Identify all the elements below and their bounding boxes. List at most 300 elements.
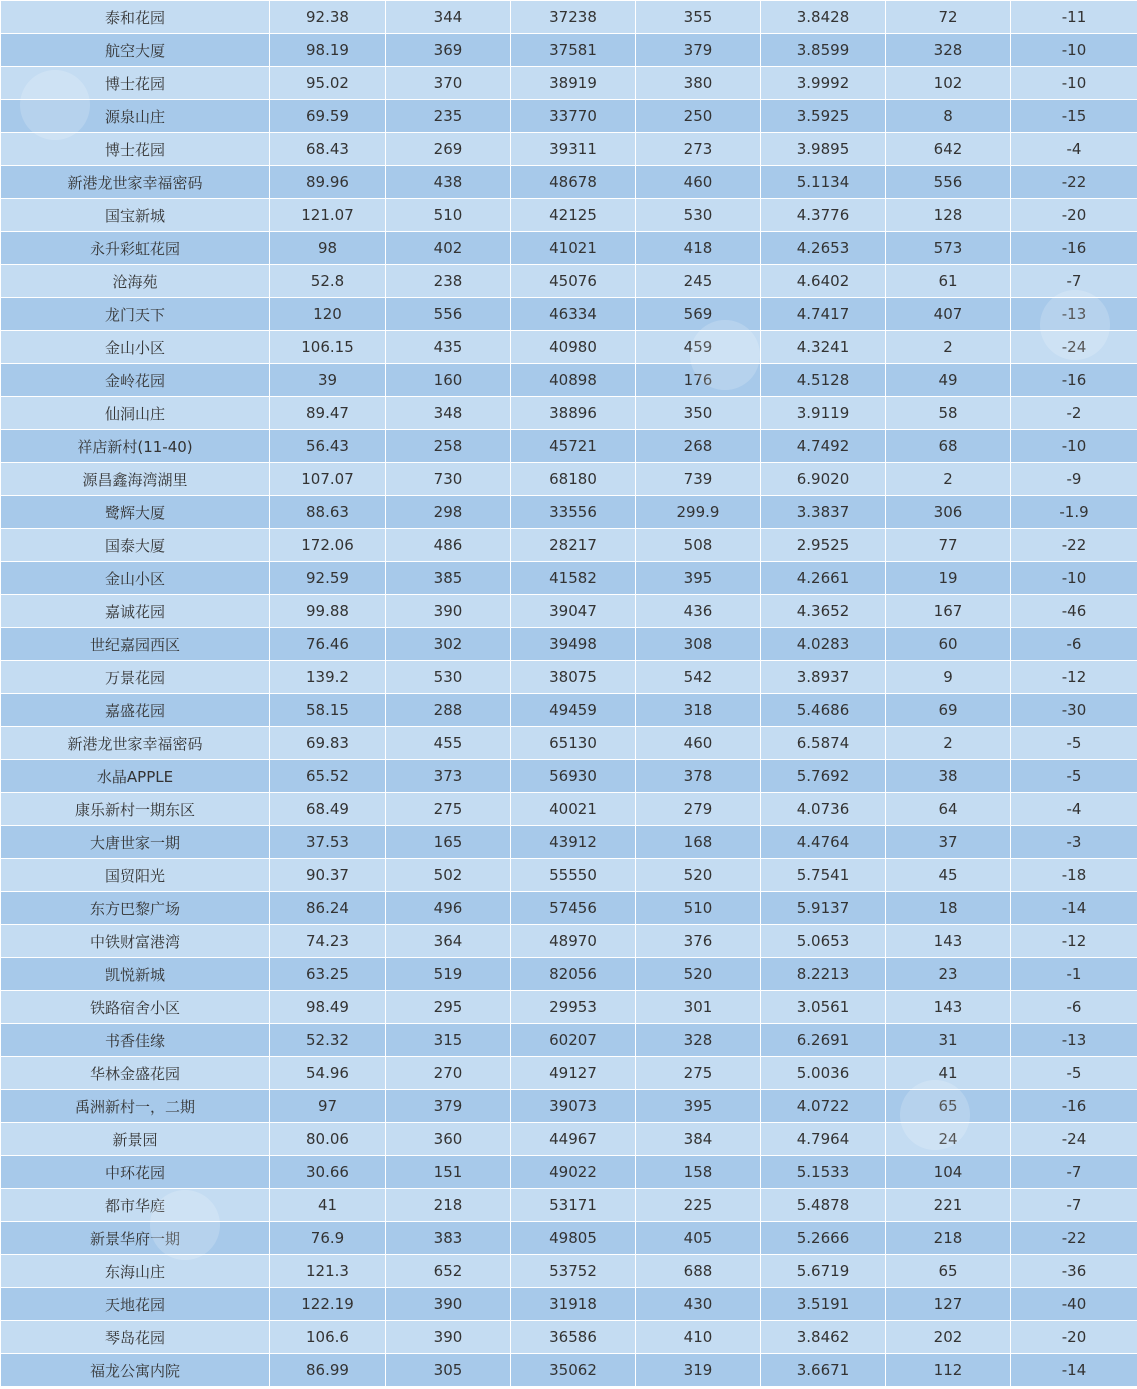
cell-change: -10 [1011,562,1137,595]
cell-area: 39 [270,364,386,397]
cell-area: 106.15 [270,331,386,364]
cell-change: -12 [1011,925,1137,958]
cell-views: 41 [886,1057,1011,1090]
cell-name: 中环花园 [1,1156,270,1189]
cell-total: 235 [386,100,511,133]
cell-name: 嘉诚花园 [1,595,270,628]
table-row [1,1090,1137,1123]
cell-unit-price: 44967 [511,1123,636,1156]
cell-name: 博士花园 [1,67,270,100]
cell-change: -1.9 [1011,496,1137,529]
cell-change: -18 [1011,859,1137,892]
table-row [1,661,1137,694]
cell-name: 博士花园 [1,133,270,166]
cell-total: 435 [386,331,511,364]
cell-total: 510 [386,199,511,232]
cell-name: 新港龙世家幸福密码 [1,166,270,199]
cell-list-total: 430 [636,1288,761,1321]
cell-area: 76.46 [270,628,386,661]
table-row [1,1321,1137,1354]
table-row [1,430,1137,463]
cell-unit-price: 28217 [511,529,636,562]
cell-area: 69.59 [270,100,386,133]
cell-change: -9 [1011,463,1137,496]
cell-total: 238 [386,265,511,298]
cell-total: 298 [386,496,511,529]
table-row [1,826,1137,859]
cell-list-total: 395 [636,562,761,595]
table-row [1,859,1137,892]
cell-unit-price: 49459 [511,694,636,727]
cell-change: -5 [1011,727,1137,760]
cell-rate: 4.3652 [761,595,886,628]
cell-views: 202 [886,1321,1011,1354]
cell-rate: 5.7541 [761,859,886,892]
cell-rate: 3.9992 [761,67,886,100]
cell-change: -10 [1011,34,1137,67]
cell-area: 95.02 [270,67,386,100]
table-row [1,892,1137,925]
cell-total: 556 [386,298,511,331]
table-row [1,793,1137,826]
cell-area: 97 [270,1090,386,1123]
cell-area: 172.06 [270,529,386,562]
table-row [1,1024,1137,1057]
cell-change: -7 [1011,1189,1137,1222]
cell-name: 水晶APPLE [1,760,270,793]
cell-name: 天地花园 [1,1288,270,1321]
cell-views: 143 [886,925,1011,958]
cell-area: 98 [270,232,386,265]
cell-views: 104 [886,1156,1011,1189]
cell-views: 306 [886,496,1011,529]
cell-rate: 2.9525 [761,529,886,562]
cell-views: 556 [886,166,1011,199]
cell-list-total: 542 [636,661,761,694]
cell-list-total: 460 [636,166,761,199]
cell-views: 9 [886,661,1011,694]
cell-change: -6 [1011,628,1137,661]
cell-total: 385 [386,562,511,595]
cell-total: 390 [386,1288,511,1321]
cell-views: 38 [886,760,1011,793]
cell-unit-price: 36586 [511,1321,636,1354]
table-row [1,628,1137,661]
table-row [1,1255,1137,1288]
cell-rate: 5.0036 [761,1057,886,1090]
cell-unit-price: 37581 [511,34,636,67]
cell-views: 64 [886,793,1011,826]
cell-name: 永升彩虹花园 [1,232,270,265]
cell-rate: 3.9119 [761,397,886,430]
cell-views: 60 [886,628,1011,661]
table-row [1,529,1137,562]
cell-rate: 6.5874 [761,727,886,760]
cell-list-total: 318 [636,694,761,727]
table-row [1,727,1137,760]
cell-area: 121.3 [270,1255,386,1288]
table-row [1,364,1137,397]
cell-rate: 4.7417 [761,298,886,331]
cell-list-total: 350 [636,397,761,430]
cell-rate: 3.8428 [761,1,886,34]
cell-change: -15 [1011,100,1137,133]
table-row [1,1354,1137,1387]
cell-list-total: 378 [636,760,761,793]
cell-area: 107.07 [270,463,386,496]
cell-name: 琴岛花园 [1,1321,270,1354]
cell-name: 世纪嘉园西区 [1,628,270,661]
cell-views: 65 [886,1090,1011,1123]
cell-name: 嘉盛花园 [1,694,270,727]
cell-list-total: 436 [636,595,761,628]
cell-change: -2 [1011,397,1137,430]
cell-change: -14 [1011,892,1137,925]
cell-rate: 3.5191 [761,1288,886,1321]
cell-unit-price: 49805 [511,1222,636,1255]
cell-rate: 3.5925 [761,100,886,133]
cell-list-total: 395 [636,1090,761,1123]
table-row [1,463,1137,496]
cell-unit-price: 65130 [511,727,636,760]
cell-total: 315 [386,1024,511,1057]
cell-rate: 4.0736 [761,793,886,826]
cell-views: 58 [886,397,1011,430]
cell-unit-price: 40021 [511,793,636,826]
cell-change: -24 [1011,331,1137,364]
table-row [1,925,1137,958]
cell-name: 泰和花园 [1,1,270,34]
cell-area: 30.66 [270,1156,386,1189]
cell-name: 禹洲新村一，二期 [1,1090,270,1123]
cell-area: 56.43 [270,430,386,463]
table-row [1,496,1137,529]
cell-name: 万景花园 [1,661,270,694]
cell-area: 90.37 [270,859,386,892]
cell-total: 502 [386,859,511,892]
cell-list-total: 308 [636,628,761,661]
cell-change: -16 [1011,232,1137,265]
cell-area: 139.2 [270,661,386,694]
table-row [1,67,1137,100]
cell-unit-price: 53171 [511,1189,636,1222]
cell-list-total: 688 [636,1255,761,1288]
cell-name: 国宝新城 [1,199,270,232]
cell-unit-price: 46334 [511,298,636,331]
cell-total: 218 [386,1189,511,1222]
cell-views: 77 [886,529,1011,562]
cell-rate: 4.6402 [761,265,886,298]
cell-list-total: 510 [636,892,761,925]
cell-list-total: 225 [636,1189,761,1222]
cell-list-total: 268 [636,430,761,463]
cell-change: -22 [1011,1222,1137,1255]
cell-change: -16 [1011,1090,1137,1123]
cell-unit-price: 53752 [511,1255,636,1288]
cell-rate: 4.3241 [761,331,886,364]
cell-views: 19 [886,562,1011,595]
cell-rate: 3.3837 [761,496,886,529]
table-row [1,232,1137,265]
cell-unit-price: 41021 [511,232,636,265]
cell-change: -30 [1011,694,1137,727]
cell-area: 52.32 [270,1024,386,1057]
cell-views: 18 [886,892,1011,925]
cell-change: -22 [1011,529,1137,562]
cell-list-total: 379 [636,34,761,67]
cell-list-total: 520 [636,958,761,991]
cell-change: -10 [1011,430,1137,463]
cell-rate: 5.9137 [761,892,886,925]
cell-change: -40 [1011,1288,1137,1321]
cell-unit-price: 42125 [511,199,636,232]
cell-area: 92.38 [270,1,386,34]
table-row [1,1123,1137,1156]
cell-rate: 6.2691 [761,1024,886,1057]
cell-list-total: 279 [636,793,761,826]
cell-change: -12 [1011,661,1137,694]
cell-total: 275 [386,793,511,826]
cell-rate: 4.7964 [761,1123,886,1156]
cell-views: 65 [886,1255,1011,1288]
cell-area: 120 [270,298,386,331]
cell-rate: 5.1134 [761,166,886,199]
cell-list-total: 273 [636,133,761,166]
cell-rate: 4.7492 [761,430,886,463]
table-row [1,958,1137,991]
table-row [1,694,1137,727]
cell-list-total: 530 [636,199,761,232]
cell-change: -5 [1011,760,1137,793]
cell-rate: 4.2661 [761,562,886,595]
cell-rate: 4.5128 [761,364,886,397]
table-row [1,1,1137,34]
cell-area: 98.49 [270,991,386,1024]
cell-total: 288 [386,694,511,727]
cell-unit-price: 33770 [511,100,636,133]
cell-area: 99.88 [270,595,386,628]
cell-list-total: 460 [636,727,761,760]
cell-name: 龙门天下 [1,298,270,331]
cell-area: 74.23 [270,925,386,958]
cell-unit-price: 49127 [511,1057,636,1090]
cell-name: 新景华府一期 [1,1222,270,1255]
table-row [1,1156,1137,1189]
cell-area: 86.99 [270,1354,386,1387]
cell-rate: 3.6671 [761,1354,886,1387]
cell-unit-price: 39073 [511,1090,636,1123]
cell-list-total: 376 [636,925,761,958]
cell-views: 218 [886,1222,1011,1255]
table-row [1,331,1137,364]
cell-list-total: 355 [636,1,761,34]
cell-total: 390 [386,1321,511,1354]
cell-name: 国泰大厦 [1,529,270,562]
cell-change: -16 [1011,364,1137,397]
cell-views: 31 [886,1024,1011,1057]
cell-total: 165 [386,826,511,859]
cell-rate: 4.3776 [761,199,886,232]
cell-name: 源泉山庄 [1,100,270,133]
cell-views: 72 [886,1,1011,34]
cell-name: 康乐新村一期东区 [1,793,270,826]
cell-name: 金山小区 [1,562,270,595]
cell-views: 2 [886,463,1011,496]
cell-total: 295 [386,991,511,1024]
cell-change: -46 [1011,595,1137,628]
cell-total: 360 [386,1123,511,1156]
table-row [1,34,1137,67]
cell-change: -11 [1011,1,1137,34]
cell-list-total: 405 [636,1222,761,1255]
cell-change: -5 [1011,1057,1137,1090]
cell-views: 68 [886,430,1011,463]
cell-unit-price: 43912 [511,826,636,859]
cell-area: 65.52 [270,760,386,793]
cell-total: 270 [386,1057,511,1090]
cell-views: 127 [886,1288,1011,1321]
cell-unit-price: 31918 [511,1288,636,1321]
cell-name: 沧海苑 [1,265,270,298]
cell-list-total: 158 [636,1156,761,1189]
cell-unit-price: 40898 [511,364,636,397]
cell-change: -13 [1011,298,1137,331]
cell-name: 都市华庭 [1,1189,270,1222]
cell-rate: 5.2666 [761,1222,886,1255]
cell-views: 102 [886,67,1011,100]
cell-unit-price: 48970 [511,925,636,958]
cell-views: 128 [886,199,1011,232]
cell-list-total: 301 [636,991,761,1024]
cell-total: 269 [386,133,511,166]
cell-name: 源昌鑫海湾湖里 [1,463,270,496]
cell-views: 49 [886,364,1011,397]
table-body [1,1,1137,1387]
cell-name: 国贸阳光 [1,859,270,892]
cell-area: 68.43 [270,133,386,166]
cell-list-total: 459 [636,331,761,364]
cell-list-total: 245 [636,265,761,298]
table-row [1,1189,1137,1222]
cell-list-total: 275 [636,1057,761,1090]
cell-area: 69.83 [270,727,386,760]
table-row [1,298,1137,331]
cell-total: 160 [386,364,511,397]
cell-total: 258 [386,430,511,463]
table-row [1,397,1137,430]
cell-list-total: 384 [636,1123,761,1156]
cell-name: 中铁财富港湾 [1,925,270,958]
cell-views: 2 [886,727,1011,760]
cell-area: 106.6 [270,1321,386,1354]
cell-unit-price: 60207 [511,1024,636,1057]
cell-views: 45 [886,859,1011,892]
cell-list-total: 250 [636,100,761,133]
cell-area: 88.63 [270,496,386,529]
cell-unit-price: 39047 [511,595,636,628]
cell-area: 37.53 [270,826,386,859]
table-row [1,100,1137,133]
cell-unit-price: 38919 [511,67,636,100]
cell-rate: 5.6719 [761,1255,886,1288]
cell-unit-price: 82056 [511,958,636,991]
cell-name: 仙洞山庄 [1,397,270,430]
cell-name: 东方巴黎广场 [1,892,270,925]
cell-change: -14 [1011,1354,1137,1387]
cell-list-total: 328 [636,1024,761,1057]
cell-total: 519 [386,958,511,991]
cell-rate: 8.2213 [761,958,886,991]
cell-views: 24 [886,1123,1011,1156]
cell-rate: 5.7692 [761,760,886,793]
cell-name: 金山小区 [1,331,270,364]
cell-total: 455 [386,727,511,760]
cell-views: 642 [886,133,1011,166]
cell-area: 54.96 [270,1057,386,1090]
cell-total: 369 [386,34,511,67]
cell-unit-price: 38896 [511,397,636,430]
cell-rate: 4.0283 [761,628,886,661]
cell-total: 402 [386,232,511,265]
table-row [1,1288,1137,1321]
cell-change: -1 [1011,958,1137,991]
cell-total: 373 [386,760,511,793]
cell-total: 652 [386,1255,511,1288]
cell-unit-price: 55550 [511,859,636,892]
cell-change: -10 [1011,67,1137,100]
cell-rate: 3.0561 [761,991,886,1024]
cell-name: 书香佳缘 [1,1024,270,1057]
cell-unit-price: 39498 [511,628,636,661]
cell-area: 98.19 [270,34,386,67]
cell-total: 344 [386,1,511,34]
cell-rate: 5.0653 [761,925,886,958]
cell-total: 370 [386,67,511,100]
cell-views: 23 [886,958,1011,991]
cell-name: 鹭辉大厦 [1,496,270,529]
cell-change: -7 [1011,265,1137,298]
cell-area: 121.07 [270,199,386,232]
cell-area: 92.59 [270,562,386,595]
cell-unit-price: 33556 [511,496,636,529]
table-row [1,760,1137,793]
cell-area: 89.47 [270,397,386,430]
table-row [1,991,1137,1024]
cell-change: -4 [1011,133,1137,166]
cell-unit-price: 38075 [511,661,636,694]
cell-views: 573 [886,232,1011,265]
cell-area: 41 [270,1189,386,1222]
cell-area: 76.9 [270,1222,386,1255]
cell-views: 69 [886,694,1011,727]
cell-unit-price: 45721 [511,430,636,463]
cell-name: 凯悦新城 [1,958,270,991]
cell-total: 496 [386,892,511,925]
cell-total: 390 [386,595,511,628]
cell-unit-price: 48678 [511,166,636,199]
cell-total: 305 [386,1354,511,1387]
cell-list-total: 520 [636,859,761,892]
cell-area: 63.25 [270,958,386,991]
cell-views: 328 [886,34,1011,67]
cell-name: 金岭花园 [1,364,270,397]
cell-rate: 5.4878 [761,1189,886,1222]
cell-unit-price: 35062 [511,1354,636,1387]
cell-change: -20 [1011,1321,1137,1354]
cell-area: 68.49 [270,793,386,826]
cell-list-total: 569 [636,298,761,331]
cell-total: 302 [386,628,511,661]
